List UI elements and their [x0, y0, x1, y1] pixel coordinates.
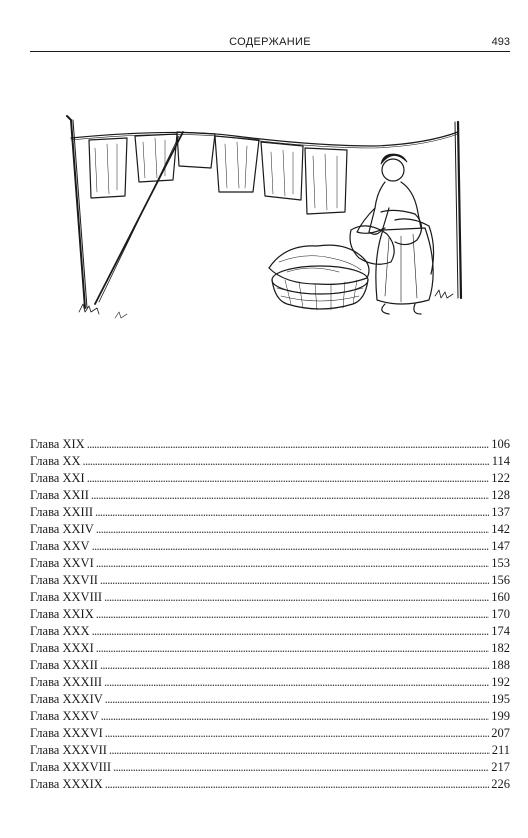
toc-leader-dots	[96, 640, 490, 657]
toc-entry-label: Глава XXXVII	[30, 743, 107, 757]
toc-leader-dots	[87, 470, 490, 487]
toc-entry-page: 217	[491, 760, 510, 774]
toc-leader-dots	[83, 453, 490, 470]
toc-entry[interactable]	[30, 436, 510, 453]
toc-entry[interactable]	[30, 521, 510, 538]
toc-leader-dots	[96, 606, 490, 623]
woman-hanging-laundry-icon	[55, 108, 475, 338]
toc-entry-label: Глава XXIII	[30, 505, 94, 519]
toc-leader-dots	[96, 521, 490, 538]
toc-leader-dots	[92, 538, 490, 555]
toc-leader-dots	[100, 572, 489, 589]
toc-entry-label: Глава XX	[30, 454, 81, 468]
toc-leader-dots	[96, 555, 490, 572]
toc-entry[interactable]	[30, 657, 510, 674]
toc-entry-label: Глава XXX	[30, 624, 90, 638]
toc-entry[interactable]	[30, 691, 510, 708]
toc-leader-dots	[104, 589, 489, 606]
toc-entry[interactable]	[30, 606, 510, 623]
toc-leader-dots	[105, 725, 489, 742]
toc-leader-dots	[92, 623, 490, 640]
toc-leader-dots	[105, 691, 489, 708]
toc-entry[interactable]	[30, 640, 510, 657]
toc-entry[interactable]	[30, 538, 510, 555]
toc-entry[interactable]	[30, 623, 510, 640]
toc-entry[interactable]	[30, 759, 510, 776]
toc-leader-dots	[105, 776, 489, 793]
toc-entry-page: 226	[491, 777, 510, 791]
toc-entry[interactable]	[30, 589, 510, 606]
toc-entry-page: 211	[491, 743, 510, 757]
toc-entry-page: 188	[491, 658, 510, 672]
toc-entry-label: Глава XXXIII	[30, 675, 103, 689]
toc-entry-label: Глава XXVII	[30, 573, 98, 587]
laundry-illustration	[55, 108, 475, 338]
toc-entry[interactable]	[30, 742, 510, 759]
toc-entry-page: 170	[491, 607, 510, 621]
toc-entry-label: Глава XXXIV	[30, 692, 103, 706]
header-title: СОДЕРЖАНИЕ	[229, 36, 311, 48]
toc-entry-page: 147	[491, 539, 510, 553]
toc-entry-label: Глава XIX	[30, 437, 85, 451]
toc-entry-label: Глава XXXIX	[30, 777, 103, 791]
toc-entry[interactable]	[30, 776, 510, 793]
page-number: 493	[491, 36, 510, 48]
toc-leader-dots	[87, 436, 490, 453]
toc-entry[interactable]	[30, 487, 510, 504]
toc-leader-dots	[109, 742, 490, 759]
toc-entry[interactable]	[30, 674, 510, 691]
toc-leader-dots	[100, 657, 489, 674]
toc-entry-label: Глава XXXVIII	[30, 760, 112, 774]
toc-entry-page: 153	[491, 556, 510, 570]
toc-leader-dots	[95, 504, 489, 521]
toc-entry-label: Глава XXVIII	[30, 590, 103, 604]
toc-entry[interactable]	[30, 504, 510, 521]
toc-entry[interactable]	[30, 708, 510, 725]
toc-entry-page: 174	[491, 624, 510, 638]
toc-entry-label: Глава XXXVI	[30, 726, 103, 740]
toc-entry[interactable]	[30, 470, 510, 487]
toc-entry-page: 195	[491, 692, 510, 706]
toc-entry-page: 182	[491, 641, 510, 655]
toc-entry-page: 106	[491, 437, 510, 451]
table-of-contents	[30, 436, 510, 793]
toc-entry[interactable]	[30, 555, 510, 572]
toc-entry-page: 192	[491, 675, 510, 689]
toc-entry-label: Глава XXV	[30, 539, 90, 553]
header-rule	[30, 51, 510, 52]
toc-leader-dots	[104, 674, 489, 691]
toc-entry[interactable]	[30, 572, 510, 589]
toc-entry-label: Глава XXXII	[30, 658, 98, 672]
toc-entry-page: 137	[491, 505, 510, 519]
toc-entry-page: 160	[491, 590, 510, 604]
toc-entry-label: Глава XXI	[30, 471, 85, 485]
toc-entry-label: Глава XXIX	[30, 607, 94, 621]
toc-entry-label: Глава XXIV	[30, 522, 94, 536]
toc-entry-label: Глава XXXV	[30, 709, 99, 723]
toc-entry-label: Глава XXVI	[30, 556, 94, 570]
toc-entry-label: Глава XXXI	[30, 641, 94, 655]
toc-leader-dots	[101, 708, 490, 725]
toc-leader-dots	[113, 759, 489, 776]
toc-entry-page: 114	[491, 454, 510, 468]
toc-entry-label: Глава XXII	[30, 488, 89, 502]
toc-entry[interactable]	[30, 453, 510, 470]
toc-entry-page: 199	[491, 709, 510, 723]
toc-entry-page: 156	[491, 573, 510, 587]
toc-entry[interactable]	[30, 725, 510, 742]
toc-entry-page: 207	[491, 726, 510, 740]
toc-entry-page: 142	[491, 522, 510, 536]
toc-entry-page: 128	[491, 488, 510, 502]
toc-entry-page: 122	[491, 471, 510, 485]
toc-leader-dots	[91, 487, 489, 504]
